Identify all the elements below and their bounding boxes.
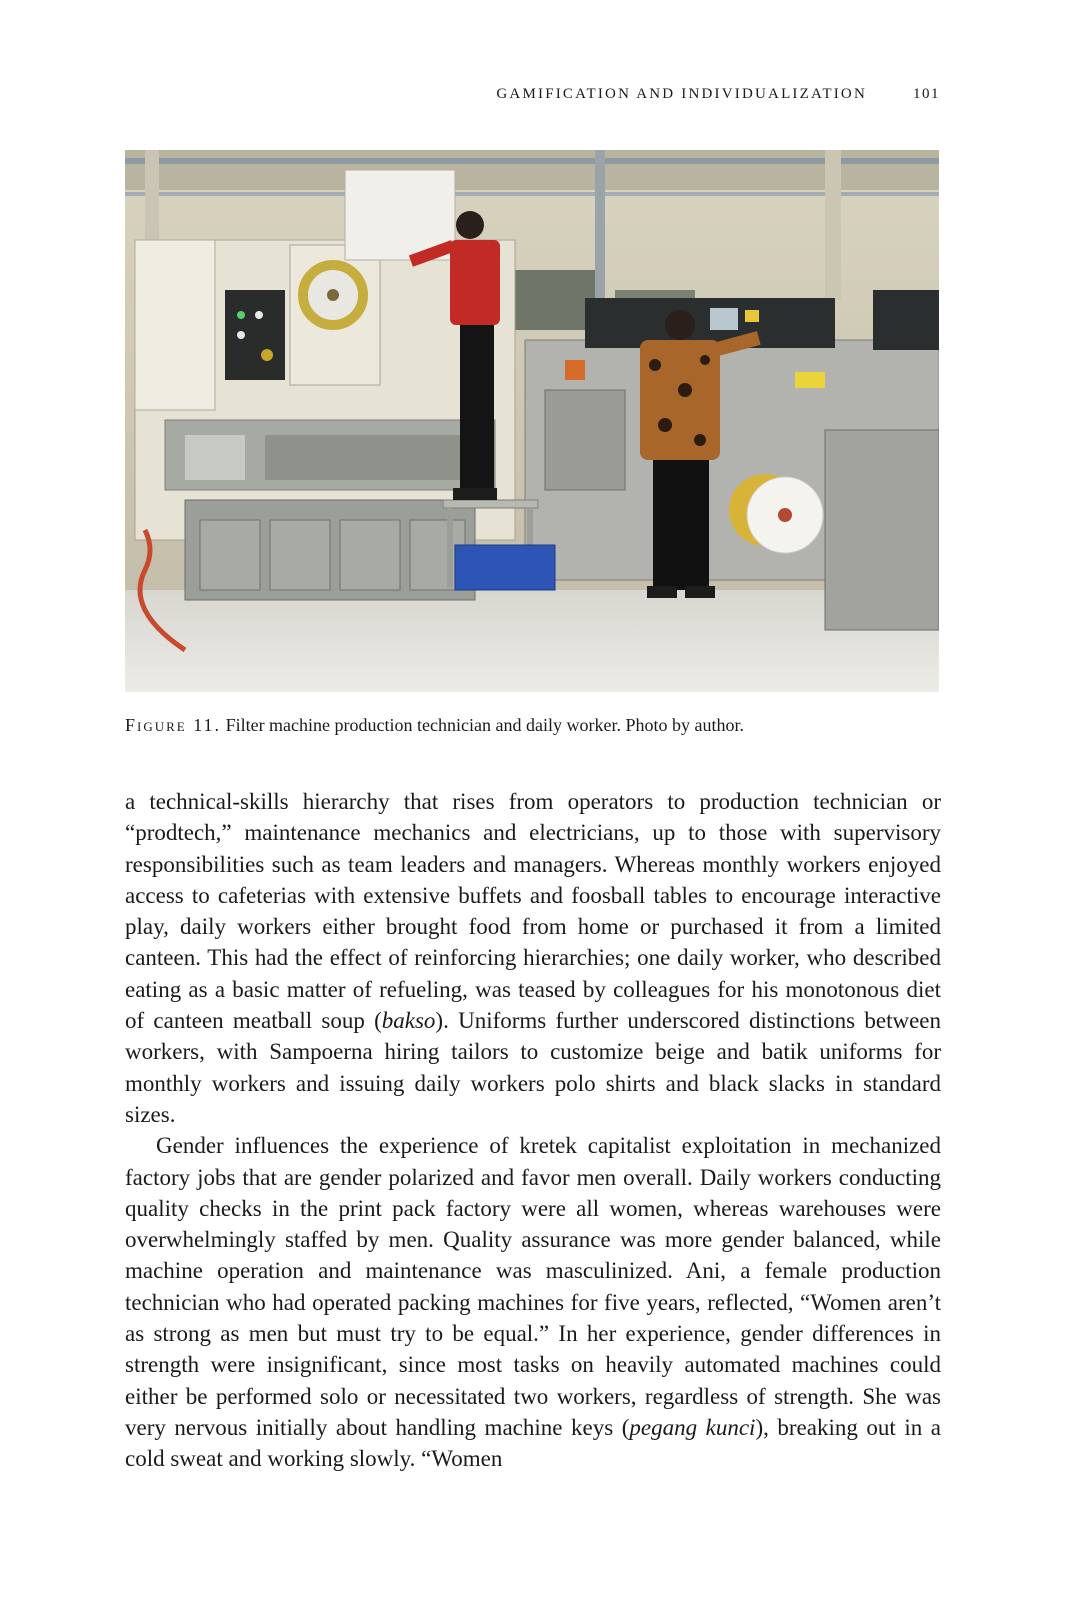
- italic-term: pegang kunci: [629, 1414, 756, 1440]
- figure-photo: [125, 150, 939, 692]
- body-text: [125, 786, 941, 1475]
- paragraph: [125, 786, 941, 1130]
- paragraph-text: Gender influences the experience of kretek capitalist exploitation in mechanized factory jobs that are gender polarized and favor men overall. Daily workers conducting quality checks in the print pack factory were all women, whereas warehouses were overwhelmingly staffed by men. Quality assurance was more gender balanced, while machine operation and maintenance was masculinized. Ani, a female production technician who had operated packing machines for five years, reflected, “Women aren’t as strong as men but must try to be equal.” In her experience, gender differences in strength were insignificant, since most tasks on heavily automated machines could either be performed solo or necessitated two workers, regardless of strength. She was very nervous initially about handling machine keys (: [125, 1133, 941, 1440]
- factory-photo-illustration: [125, 150, 939, 692]
- running-head-title: GAMIFICATION AND INDIVIDUALIZATION: [496, 86, 867, 102]
- paragraph-text: a technical-skills hierarchy that rises from operators to production technician or “prodtech,” maintenance mechanics and electricians, up to those with supervisory responsibilities such as team leaders and managers. Whereas monthly workers enjoyed access to cafeterias with extensive buffets and foosball tables to encourage interactive play, daily workers either brought food from home or purchased it from a limited canteen. This had the effect of reinforcing hierarchies; one daily worker, who described eating as a basic matter of refueling, was teased by colleagues for his monotonous diet of canteen meatball soup (: [125, 789, 941, 1034]
- figure-label: Figure 11.: [125, 715, 222, 735]
- italic-term: bakso: [381, 1008, 436, 1034]
- figure-caption-text: Filter machine production technician and daily worker. Photo by author.: [225, 715, 744, 735]
- figure-caption: [125, 713, 941, 737]
- page-number: 101: [913, 86, 940, 102]
- running-head: [124, 86, 940, 103]
- paragraph-text: ), breaking out in a cold sweat and working slowly. “Women: [125, 1414, 941, 1472]
- paragraph-text: ). Uniforms further underscored distinctions between workers, with Sampoerna hiring tailors to customize beige and batik uniforms for monthly workers and issuing daily workers polo shirts and black slacks in standard sizes.: [125, 1008, 941, 1127]
- paragraph: [125, 1130, 941, 1474]
